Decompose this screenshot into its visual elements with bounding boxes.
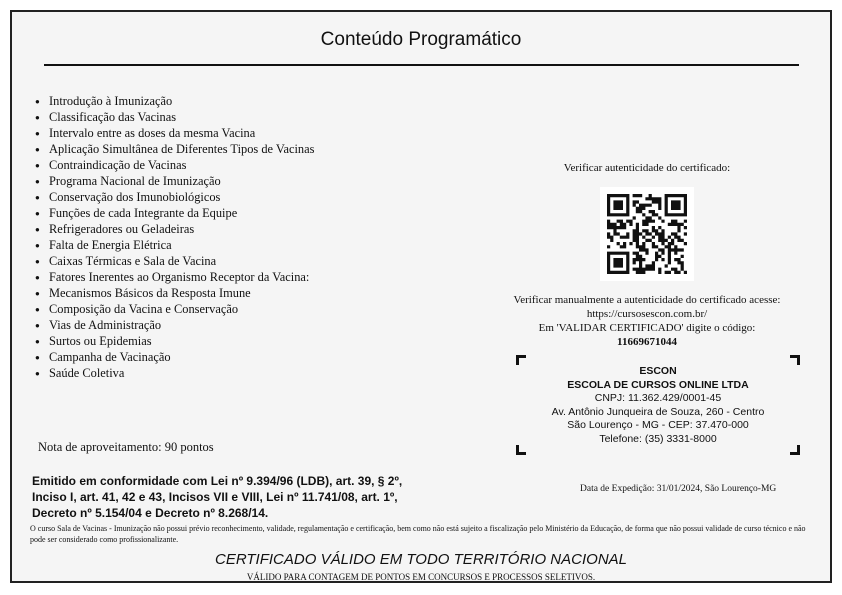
disclaimer-text: O curso Sala de Vacinas - Imunização não possui prévio reconhecimento, validade, regulamentação e certificação, bem como não está sujeito a fiscalização pelo Ministério da Educação, de forma que não possui validade de curso técnico e não pode ser considerado como profissionalizante. — [30, 524, 806, 544]
topic-list — [35, 93, 314, 381]
list-item: ● Mecanismos Básicos da Resposta Imune — [35, 285, 314, 301]
legal-line: Emitido em conformidade com Lei nº 9.394/96 (LDB), art. 39, § 2º, — [32, 474, 403, 488]
validity-statement: CERTIFICADO VÁLIDO EM TODO TERRITÓRIO NACIONAL — [215, 551, 627, 568]
verify-instructions — [490, 293, 804, 349]
list-item: ● Conservação dos Imunobiológicos — [35, 189, 314, 205]
issuer-cnpj: CNPJ: 11.362.429/0001-45 — [594, 392, 722, 404]
legal-line: Inciso I, art. 41, 42 e 43, Incisos VII e VIII, Lei nº 11.741/08, art. 1º, — [32, 490, 398, 504]
issue-date: Data de Expedição: 31/01/2024, São Lourenço-MG — [580, 484, 777, 494]
issuer-name: ESCON — [639, 365, 677, 377]
stamp-corner-top-left — [516, 355, 526, 365]
title-divider — [44, 64, 799, 66]
list-item: ● Composição da Vacina e Conservação — [35, 301, 314, 317]
list-item: ● Programa Nacional de Imunização — [35, 173, 314, 189]
grade-text: Nota de aproveitamento: 90 pontos — [38, 440, 214, 454]
stamp-corner-top-right — [790, 355, 800, 365]
issuer-full-name: ESCOLA DE CURSOS ONLINE LTDA — [567, 378, 749, 391]
verify-title: Verificar autenticidade do certificado: — [563, 162, 731, 174]
list-item: ● Falta de Energia Elétrica — [35, 237, 314, 253]
qr-code[interactable] — [600, 187, 694, 281]
list-item: ● Fatores Inerentes ao Organismo Receptor da Vacina: — [35, 269, 314, 285]
validity-substatement: VÁLIDO PARA CONTAGEM DE PONTOS EM CONCURSOS E PROCESSOS SELETIVOS. — [246, 572, 596, 582]
verify-url-link[interactable]: https://cursosescon.com.br/ — [586, 308, 708, 320]
issuer-stamp — [520, 365, 796, 446]
page-title: Conteúdo Programático — [320, 29, 522, 50]
list-item: ● Caixas Térmicas e Sala de Vacina — [35, 253, 314, 269]
list-item: ● Intervalo entre as doses da mesma Vacina — [35, 125, 314, 141]
list-item: ● Campanha de Vacinação — [35, 349, 314, 365]
list-item: ● Vias de Administração — [35, 317, 314, 333]
verify-instruction-text: Em 'VALIDAR CERTIFICADO' digite o código: — [538, 322, 756, 334]
verify-manual-text: Verificar manualmente a autenticidade do certificado acesse: — [513, 294, 781, 306]
list-item: ● Contraindicação de Vacinas — [35, 157, 314, 173]
list-item: ● Saúde Coletiva — [35, 365, 314, 381]
list-item: ● Surtos ou Epidemias — [35, 333, 314, 349]
list-item: ● Aplicação Simultânea de Diferentes Tipos de Vacinas — [35, 141, 314, 157]
list-item: ● Classificação das Vacinas — [35, 109, 314, 125]
list-item: ● Introdução à Imunização — [35, 93, 314, 109]
list-item: ● Funções de cada Integrante da Equipe — [35, 205, 314, 221]
issuer-phone: Telefone: (35) 3331-8000 — [599, 432, 717, 445]
list-item: ● Refrigeradores ou Geladeiras — [35, 221, 314, 237]
stamp-corner-bottom-right — [790, 445, 800, 455]
legal-basis — [32, 473, 462, 521]
stamp-corner-bottom-left — [516, 445, 526, 455]
verify-code: 11669671044 — [617, 336, 677, 348]
issuer-address: Av. Antônio Junqueira de Souza, 260 - Centro — [551, 405, 765, 418]
legal-line: Decreto nº 5.154/04 e Decreto nº 8.268/14. — [32, 506, 269, 520]
issuer-city: São Lourenço - MG - CEP: 37.470-000 — [567, 419, 749, 431]
